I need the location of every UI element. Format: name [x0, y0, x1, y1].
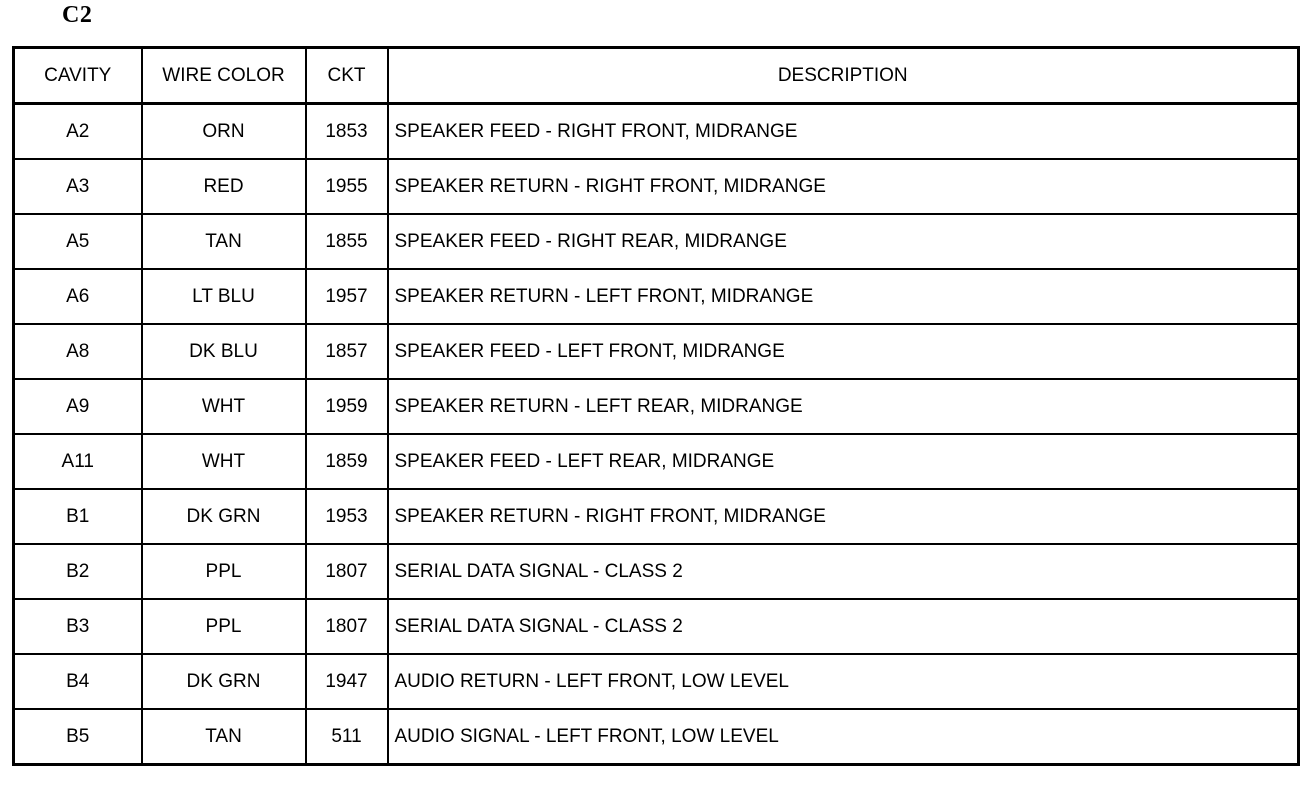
wire-color-cell: TAN: [142, 709, 306, 765]
ckt-cell: 1807: [306, 544, 388, 599]
wire-color-cell: TAN: [142, 214, 306, 269]
table-row: [14, 599, 1299, 654]
table-row: [14, 104, 1299, 160]
description-cell: AUDIO SIGNAL - LEFT FRONT, LOW LEVEL: [388, 709, 1299, 765]
ckt-cell: 1947: [306, 654, 388, 709]
wire-color-cell: RED: [142, 159, 306, 214]
ckt-cell: 1953: [306, 489, 388, 544]
ckt-cell: 511: [306, 709, 388, 765]
connector-title: C2: [62, 2, 93, 28]
description-cell: SPEAKER FEED - LEFT FRONT, MIDRANGE: [388, 324, 1299, 379]
description-cell: SERIAL DATA SIGNAL - CLASS 2: [388, 599, 1299, 654]
wire-color-cell: ORN: [142, 104, 306, 160]
header-ckt: CKT: [306, 48, 388, 104]
ckt-cell: 1857: [306, 324, 388, 379]
wire-color-cell: WHT: [142, 434, 306, 489]
table-row: [14, 654, 1299, 709]
table-row: [14, 324, 1299, 379]
description-cell: SPEAKER FEED - RIGHT FRONT, MIDRANGE: [388, 104, 1299, 160]
table-row: [14, 434, 1299, 489]
cavity-cell: A6: [14, 269, 142, 324]
cavity-cell: A9: [14, 379, 142, 434]
table-row: [14, 159, 1299, 214]
wire-color-cell: DK GRN: [142, 654, 306, 709]
ckt-cell: 1807: [306, 599, 388, 654]
wire-color-cell: WHT: [142, 379, 306, 434]
table-row: [14, 214, 1299, 269]
cavity-cell: B1: [14, 489, 142, 544]
ckt-cell: 1955: [306, 159, 388, 214]
cavity-cell: A11: [14, 434, 142, 489]
table-row: [14, 709, 1299, 765]
description-cell: SPEAKER RETURN - RIGHT FRONT, MIDRANGE: [388, 159, 1299, 214]
description-cell: SPEAKER FEED - LEFT REAR, MIDRANGE: [388, 434, 1299, 489]
wire-color-cell: LT BLU: [142, 269, 306, 324]
wire-color-cell: DK GRN: [142, 489, 306, 544]
cavity-cell: A3: [14, 159, 142, 214]
description-cell: SPEAKER RETURN - RIGHT FRONT, MIDRANGE: [388, 489, 1299, 544]
cavity-cell: A2: [14, 104, 142, 160]
wire-color-cell: PPL: [142, 544, 306, 599]
header-cavity: CAVITY: [14, 48, 142, 104]
description-cell: SPEAKER FEED - RIGHT REAR, MIDRANGE: [388, 214, 1299, 269]
description-cell: SPEAKER RETURN - LEFT REAR, MIDRANGE: [388, 379, 1299, 434]
description-cell: AUDIO RETURN - LEFT FRONT, LOW LEVEL: [388, 654, 1299, 709]
cavity-cell: B5: [14, 709, 142, 765]
cavity-cell: A5: [14, 214, 142, 269]
description-cell: SERIAL DATA SIGNAL - CLASS 2: [388, 544, 1299, 599]
header-wire-color: WIRE COLOR: [142, 48, 306, 104]
description-cell: SPEAKER RETURN - LEFT FRONT, MIDRANGE: [388, 269, 1299, 324]
table-body: [14, 104, 1299, 765]
table-row: [14, 269, 1299, 324]
wire-color-cell: DK BLU: [142, 324, 306, 379]
wire-color-cell: PPL: [142, 599, 306, 654]
table-row: [14, 379, 1299, 434]
ckt-cell: 1959: [306, 379, 388, 434]
cavity-cell: B3: [14, 599, 142, 654]
cavity-cell: B2: [14, 544, 142, 599]
pinout-table: [12, 46, 1300, 766]
cavity-cell: B4: [14, 654, 142, 709]
ckt-cell: 1855: [306, 214, 388, 269]
ckt-cell: 1853: [306, 104, 388, 160]
header-description: DESCRIPTION: [388, 48, 1299, 104]
ckt-cell: 1957: [306, 269, 388, 324]
table-row: [14, 489, 1299, 544]
table-row: [14, 544, 1299, 599]
cavity-cell: A8: [14, 324, 142, 379]
table-header-row: [14, 48, 1299, 104]
ckt-cell: 1859: [306, 434, 388, 489]
